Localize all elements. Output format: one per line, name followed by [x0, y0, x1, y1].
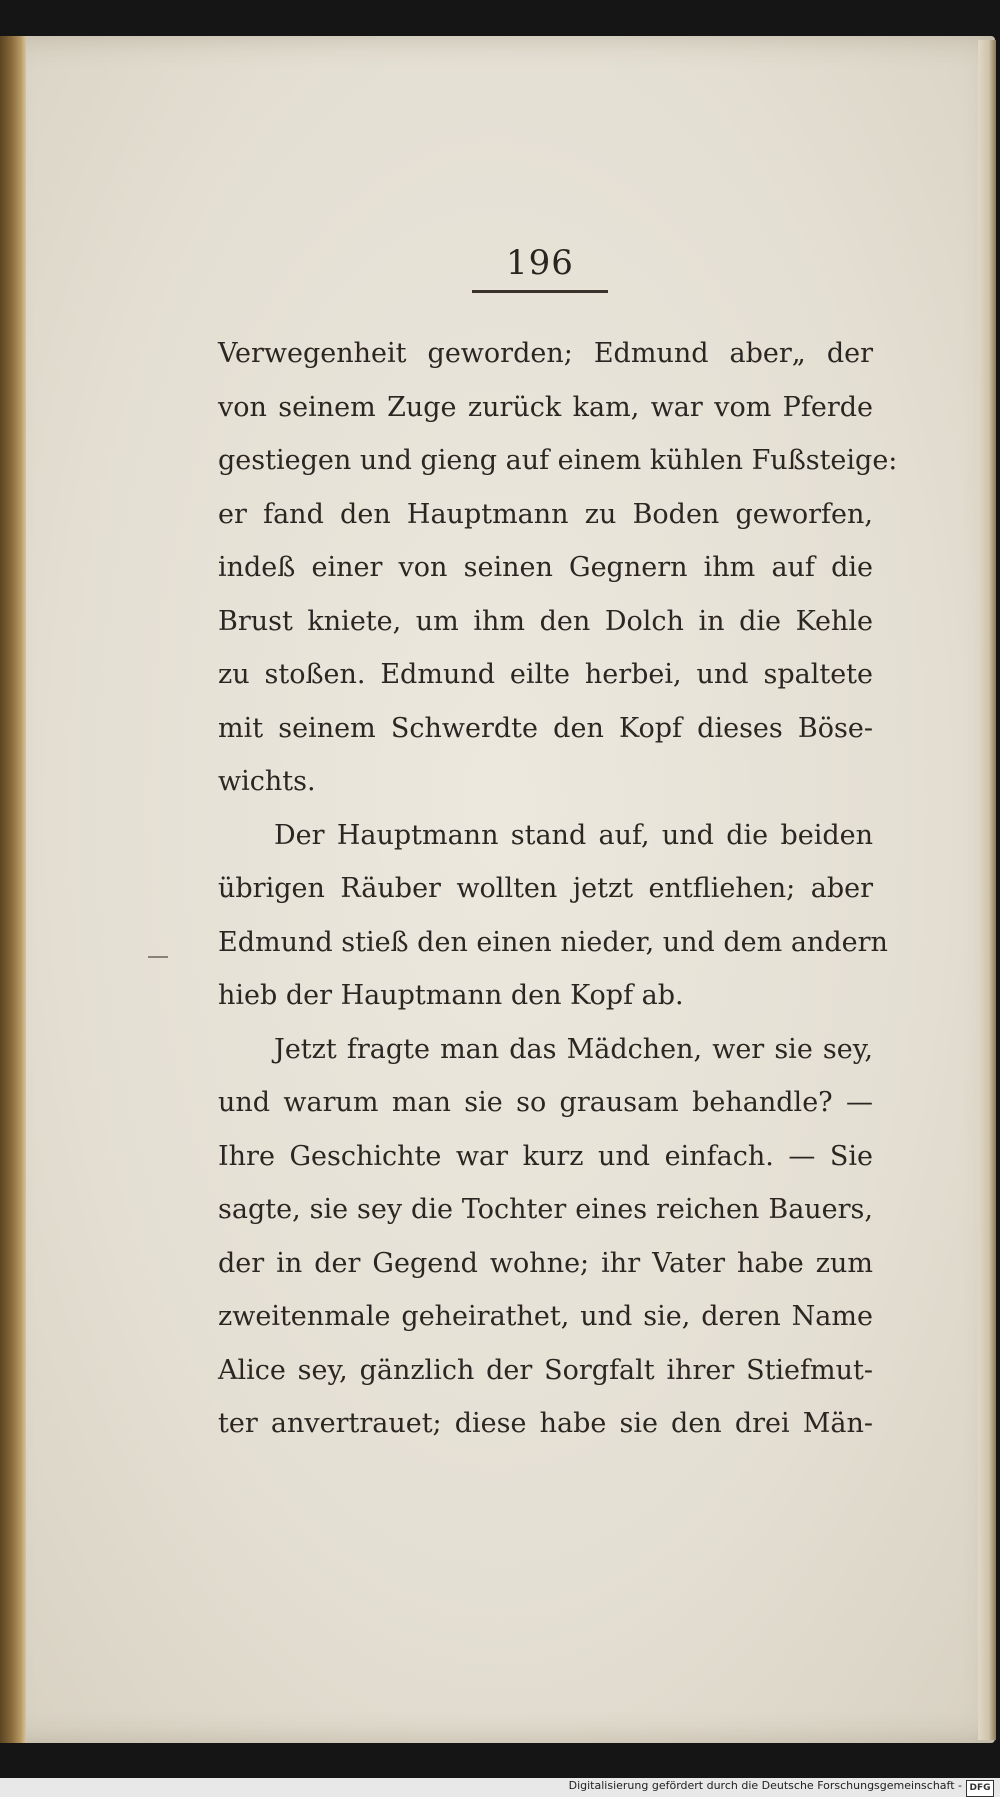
text-line: Alice sey, gänzlich der Sorgfalt ihrer Stiefmut-	[218, 1354, 873, 1386]
digitization-credit: Digitalisierung gefördert durch die Deutsche Forschungsgemeinschaft -	[568, 1779, 962, 1792]
dfg-logo: DFG	[966, 1780, 994, 1797]
text-line: von seinem Zuge zurück kam, war vom Pferde	[218, 391, 873, 423]
text-line: der in der Gegend wohne; ihr Vater habe zum	[218, 1247, 873, 1279]
text-line: Ihre Geschichte war kurz und einfach. — Sie	[218, 1140, 873, 1172]
text-line: und warum man sie so grausam behandle? —	[218, 1087, 873, 1118]
book-spine-edge	[0, 36, 26, 1743]
text-line: übrigen Räuber wollten jetzt entfliehen; aber	[218, 873, 873, 904]
text-line: hieb der Hauptmann den Kopf ab.	[218, 980, 684, 1011]
paragraph-start-line: Jetzt fragte man das Mädchen, wer sie sey,	[274, 1033, 873, 1065]
text-line: zu stoßen. Edmund eilte herbei, und spaltete	[218, 659, 873, 690]
page-number: 196	[506, 243, 574, 283]
text-line: Verwegenheit geworden; Edmund aber„ der	[218, 338, 873, 369]
text-line: wichts.	[218, 766, 316, 797]
text-line: er fand den Hauptmann zu Boden geworfen,	[218, 498, 873, 530]
text-line: mit seinem Schwerdte den Kopf dieses Böse-	[218, 712, 873, 744]
text-line: sagte, sie sey die Tochter eines reichen Bauers,	[218, 1194, 873, 1225]
text-line: indeß einer von seinen Gegnern ihm auf die	[218, 552, 873, 583]
body-text	[218, 327, 898, 1451]
margin-mark	[148, 956, 168, 958]
page-fore-edge	[978, 40, 996, 1740]
text-line: zweitenmale geheirathet, und sie, deren Name	[218, 1301, 873, 1332]
text-line: Edmund stieß den einen nieder, und dem andern	[218, 926, 888, 958]
text-line: ter anvertrauet; diese habe sie den drei Män-	[218, 1408, 873, 1439]
text-line: Brust kniete, um ihm den Dolch in die Kehle	[218, 605, 873, 637]
text-line: gestiegen und gieng auf einem kühlen Fußsteige:	[218, 445, 898, 476]
page-number-rule	[472, 290, 608, 293]
paragraph-start-line: Der Hauptmann stand auf, und die beiden	[274, 819, 873, 851]
